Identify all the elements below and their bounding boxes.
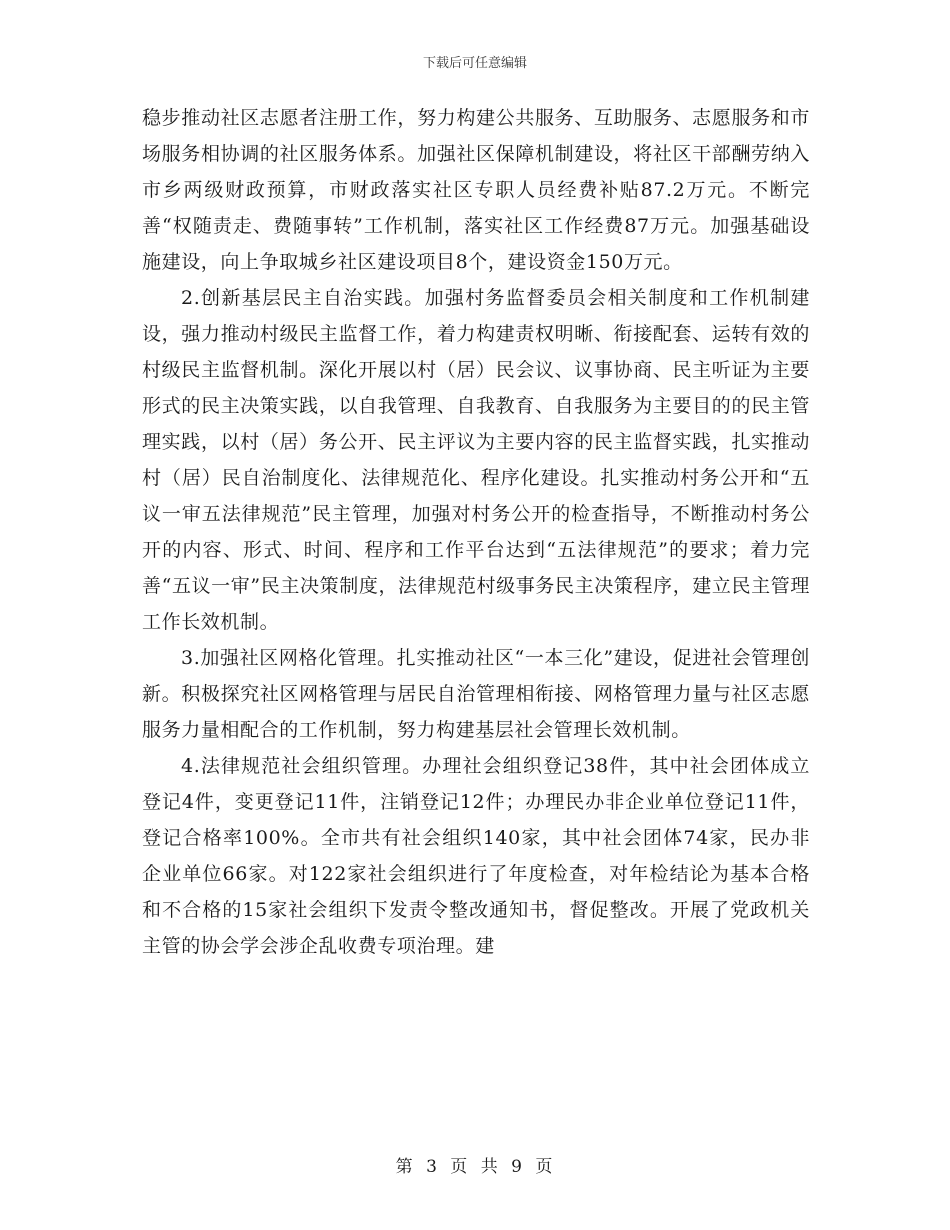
paragraph-1: 稳步推动社区志愿者注册工作，努力构建公共服务、互助服务、志愿服务和市场服务相协调的社区服务体系。加强社区保障机制建设，将社区干部酬劳纳入市乡两级财政预算，市财政落实社区专职人员经费补贴87.2万元。不断完善“权随责走、费随事转”工作机制，落实社区工作经费87万元。加强基础设施建设，向上争取城乡社区建设项目8个，建设资金150万元。 xyxy=(142,107,810,273)
paragraph-4: 4.法律规范社会组织管理。办理社会组织登记38件，其中社会团体成立登记4件，变更登记11件，注销登记12件；办理民办非企业单位登记11件，登记合格率100%。全市共有社会组织140家，其中社会团体74家，民办非企业单位66家。对122家社会组织进行了年度检查，对年检结论为基本合格和不合格的15家社会组织下发责令整改通知书，督促整改。开展了党政机关主管的协会学会涉企乱收费专项治理。建 xyxy=(142,755,810,957)
paragraph-2: 2.创新基层民主自治实践。加强村务监督委员会相关制度和工作机制建设，强力推动村级民主监督工作，着力构建责权明晰、衔接配套、运转有效的村级民主监督机制。深化开展以村（居）民会议、议事协商、民主听证为主要形式的民主决策实践，以自我管理、自我教育、自我服务为主要目的的民主管理实践，以村（居）务公开、民主评议为主要内容的民主监督实践，扎实推动村（居）民自治制度化、法律规范化、程序化建设。扎实推动村务公开和“五议一审五法律规范”民主管理，加强对村务公开的检查指导，不断推动村务公开的内容、形式、时间、程序和工作平台达到“五法律规范”的要求；着力完善“五议一审”民主决策制度，法律规范村级事务民主决策程序，建立民主管理工作长效机制。 xyxy=(142,287,810,633)
page-footer: 第 3 页 共 9 页 xyxy=(395,1157,555,1177)
paragraph-3: 3.加强社区网格化管理。扎实推动社区“一本三化”建设，促进社会管理创新。积极探究社区网格管理与居民自治管理相衔接、网格管理力量与社区志愿服务力量相配合的工作机制，努力构建基层社会管理长效机制。 xyxy=(142,647,810,741)
document-body xyxy=(142,100,810,964)
page-header: 下载后可任意编辑 xyxy=(422,56,527,71)
